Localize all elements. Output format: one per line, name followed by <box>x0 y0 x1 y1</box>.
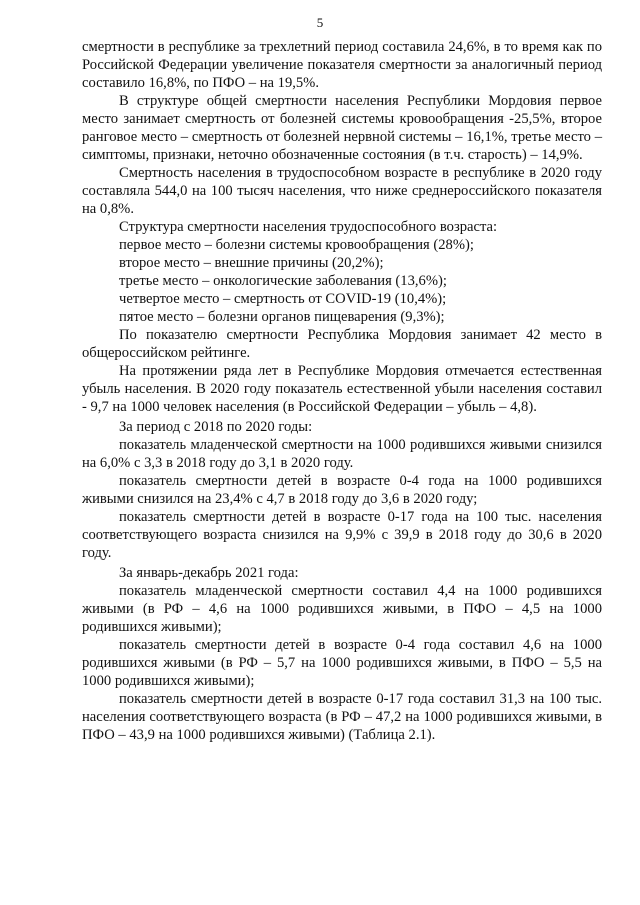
list-item: второе место – внешние причины (20,2%); <box>119 255 384 271</box>
paragraph-child-mortality-0-17-2021: показатель смертности детей в возрасте 0-17 года составил 31,3 на 100 тыс. населения соответствующего возраста (в РФ – 47,2 на 1000 родившихся живыми, в ПФО – 43,9 на 1000 родившихся живыми) (Таблица 2.1). <box>82 691 602 743</box>
paragraph-child-mortality-0-4-2018-2020: показатель смертности детей в возрасте 0-4 года на 1000 родившихся живыми снизился на 23,4% с 4,7 в 2018 году до 3,6 в 2020 году; <box>82 473 602 507</box>
paragraph-working-age-mortality: Смертность населения в трудоспособном возрасте в республике в 2020 году составляла 544,0 на 100 тысяч населения, что ниже среднероссийского показателя на 0,8%. <box>82 165 602 217</box>
paragraph-infant-mortality-2021: показатель младенческой смертности составил 4,4 на 1000 родившихся живыми (в РФ – 4,6 на 1000 родившихся живыми, в ПФО – 4,5 на 1000 родившихся живыми); <box>82 583 602 635</box>
paragraph-child-mortality-0-4-2021: показатель смертности детей в возрасте 0-4 года составил 4,6 на 1000 родившихся живыми (в РФ – 5,7 на 1000 родившихся живыми, в ПФО – 5,5 на 1000 родившихся живыми); <box>82 637 602 689</box>
list-item: первое место – болезни системы кровообращения (28%); <box>119 237 474 253</box>
document-body <box>82 38 602 744</box>
list-item: пятое место – болезни органов пищеварения (9,3%); <box>119 309 445 325</box>
paragraph-infant-mortality-2018-2020: показатель младенческой смертности на 1000 родившихся живыми снизился на 6,0% с 3,3 в 2018 году до 3,1 в 2020 году. <box>82 437 602 471</box>
list-item: третье место – онкологические заболевания (13,6%); <box>119 273 447 289</box>
page-number: 5 <box>316 15 324 30</box>
paragraph-mortality-increase: смертности в республике за трехлетний период составила 24,6%, в то время как по Российской Федерации увеличение показателя смертности за аналогичный период составило 16,8%, по ПФО – на 19,5%. <box>82 39 602 91</box>
paragraph-natural-decline: На протяжении ряда лет в Республике Мордовия отмечается естественная убыль населения. В 2020 году показатель естественной убыли населения составил - 9,7 на 1000 человек населения (в Российской Федерации – убыль – 4,8). <box>82 363 602 415</box>
period-heading-2018-2020: За период с 2018 по 2020 годы: <box>119 419 313 435</box>
paragraph-rating: По показателю смертности Республика Мордовия занимает 42 место в общероссийском рейтинге. <box>82 327 602 361</box>
period-heading-2021: За январь-декабрь 2021 года: <box>119 565 299 581</box>
list-heading-working-age-structure: Структура смертности населения трудоспособного возраста: <box>119 219 498 235</box>
list-item: четвертое место – смертность от COVID-19 (10,4%); <box>119 291 447 307</box>
paragraph-child-mortality-0-17-2018-2020: показатель смертности детей в возрасте 0-17 года на 100 тыс. населения соответствующего возраста снизился на 9,9% с 39,9 в 2018 году до 30,6 в 2020 году. <box>82 509 602 561</box>
paragraph-mortality-structure: В структуре общей смертности населения Республики Мордовия первое место занимает смертность от болезней системы кровообращения -25,5%, второе ранговое место – смертность от болезней нервной системы – 16,1%, третье место – симптомы, признаки, неточно обозначенные состояния (в т.ч. старость) – 14,9%. <box>82 93 602 163</box>
